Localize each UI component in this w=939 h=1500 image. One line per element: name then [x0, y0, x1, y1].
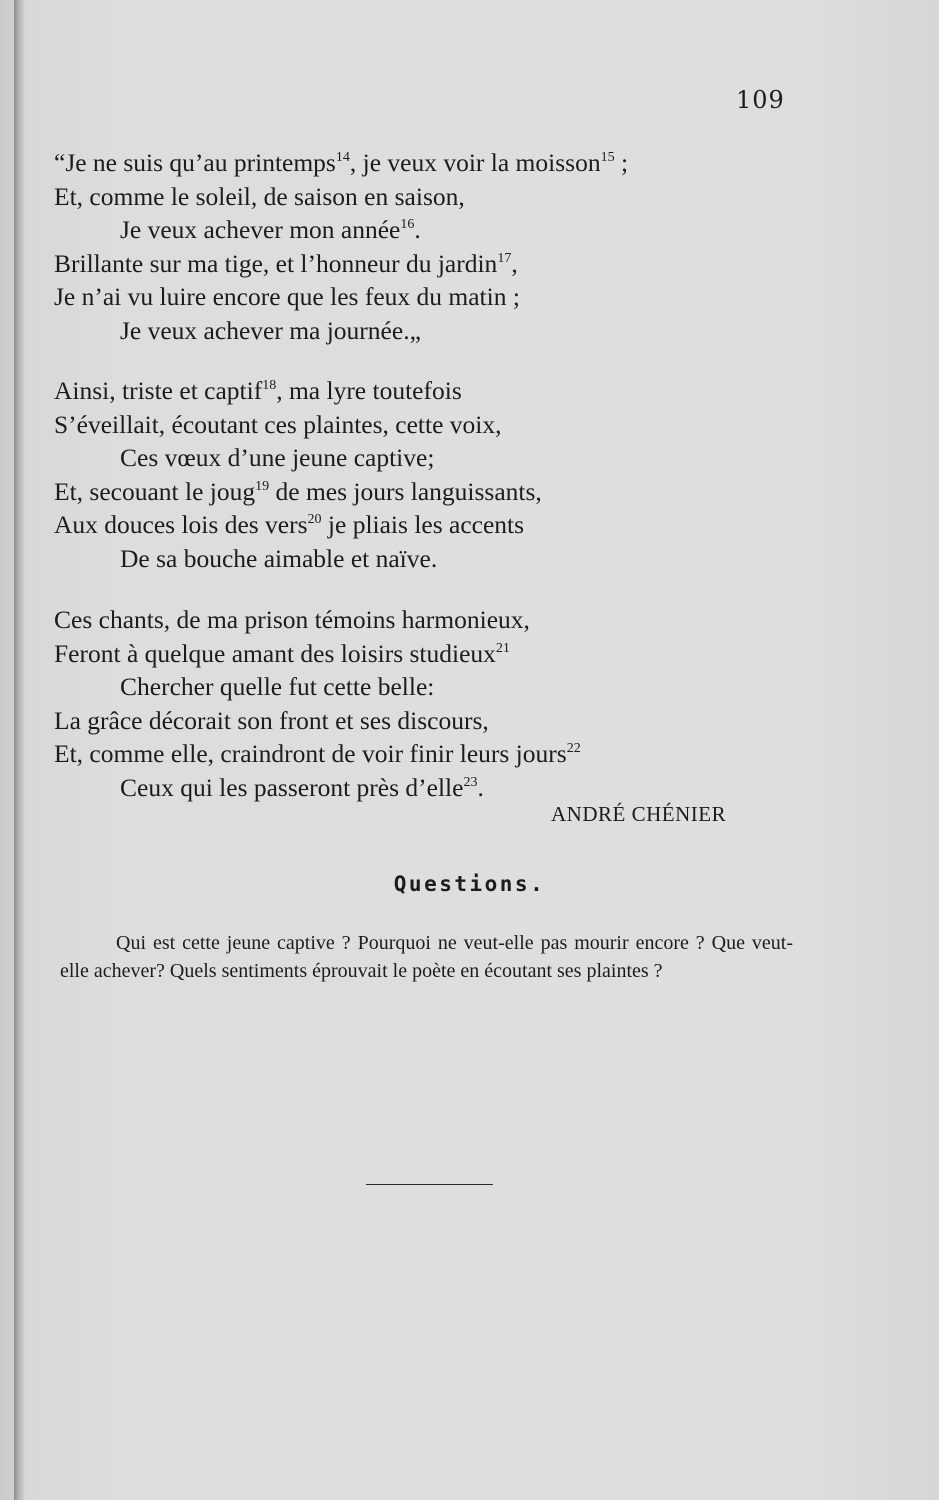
poem-line-text: .	[414, 215, 421, 245]
poem-line-text: Et, secouant le joug	[54, 476, 256, 506]
poem-line-text: “Je ne suis qu’au printemps	[54, 148, 336, 177]
poem-line	[54, 374, 814, 408]
footnote-ref: 21	[495, 640, 510, 656]
poem-line-text: S’éveillait, écoutant ces plaintes, cette voix,	[54, 409, 502, 439]
footnote-ref: 23	[463, 774, 478, 790]
poem-line	[54, 180, 814, 214]
footnote-ref: 17	[497, 250, 512, 266]
poem-line-text: Ceux qui les passeront près d’elle	[120, 772, 464, 802]
poem-line-text: je pliais les accents	[321, 510, 525, 540]
poem-stanza-1	[54, 146, 814, 348]
poem-line-text: Je veux achever mon année	[120, 215, 401, 245]
poem-line	[54, 704, 814, 738]
poem-line	[54, 280, 814, 314]
poem-line-text: Ces vœux d’une jeune captive;	[120, 443, 435, 473]
page-number: 109	[736, 86, 785, 114]
poem-line-text: Je n’ai vu luire encore que les feux du matin ;	[54, 282, 520, 312]
poem-line	[54, 213, 814, 247]
poem-line	[54, 408, 814, 442]
poem-line-text: Ces chants, de ma prison témoins harmonieux,	[54, 605, 530, 634]
poem-author: ANDRÉ CHÉNIER	[551, 802, 727, 826]
poem-line-text: Ainsi, triste et captif	[54, 376, 263, 405]
footnote-ref: 14	[335, 150, 350, 165]
poem-line-text: De sa bouche aimable et naïve.	[120, 543, 438, 573]
poem-line	[54, 771, 814, 805]
footnote-ref: 20	[307, 512, 322, 528]
footnote-ref: 18	[262, 378, 277, 393]
poem-line-text: Chercher quelle fut cette belle:	[120, 672, 435, 702]
poem-line	[54, 670, 814, 704]
poem-line-text: Je veux achever ma journée.„	[120, 315, 421, 345]
poem-line-text: , ma lyre toutefois	[276, 376, 462, 405]
poem-line	[54, 247, 814, 281]
footnote-ref: 19	[255, 478, 270, 494]
poem-line	[54, 475, 814, 509]
footnote-ref: 16	[400, 217, 415, 233]
poem-line-text: de mes jours languissants,	[269, 476, 542, 506]
poem-stanza-3	[54, 603, 814, 805]
footnote-ref: 15	[600, 150, 615, 165]
poem-line-text: La grâce décorait son front et ses discours,	[54, 705, 489, 735]
page-binding-edge	[14, 0, 24, 1500]
poem-line-text: , je veux voir la moisson	[349, 148, 601, 177]
poem-line	[54, 508, 814, 542]
questions-heading: Questions.	[393, 872, 546, 896]
footnote-ref: 22	[566, 741, 581, 757]
poem-line-text: Brillante sur ma tige, et l’honneur du jardin	[54, 248, 498, 278]
poem-line	[54, 441, 814, 475]
poem-stanza-2	[54, 374, 814, 576]
poem-line-text: Feront à quelque amant des loisirs studieux	[54, 638, 496, 668]
poem-line	[54, 314, 814, 348]
poem-line	[54, 637, 814, 671]
poem-line-text: .	[477, 772, 484, 802]
poem-line-text: ;	[614, 148, 629, 177]
poem-line-text: Et, comme elle, craindront de voir finir leurs jours	[54, 739, 567, 769]
poem-line	[54, 146, 814, 180]
section-divider	[366, 1184, 493, 1185]
questions-text: Qui est cette jeune captive ? Pourquoi ne veut-elle pas mourir encore ? Que veut-elle achever? Quels sentiments éprouvait le poète en écoutant ses plaintes ?	[60, 932, 793, 982]
poem-line-text: Et, comme le soleil, de saison en saison,	[54, 181, 465, 211]
poem-line-text: Aux douces lois des vers	[54, 510, 308, 540]
poem-line	[54, 737, 814, 771]
poem-line	[54, 603, 814, 637]
poem-line	[54, 542, 814, 576]
poem-line-text: ,	[511, 248, 518, 278]
